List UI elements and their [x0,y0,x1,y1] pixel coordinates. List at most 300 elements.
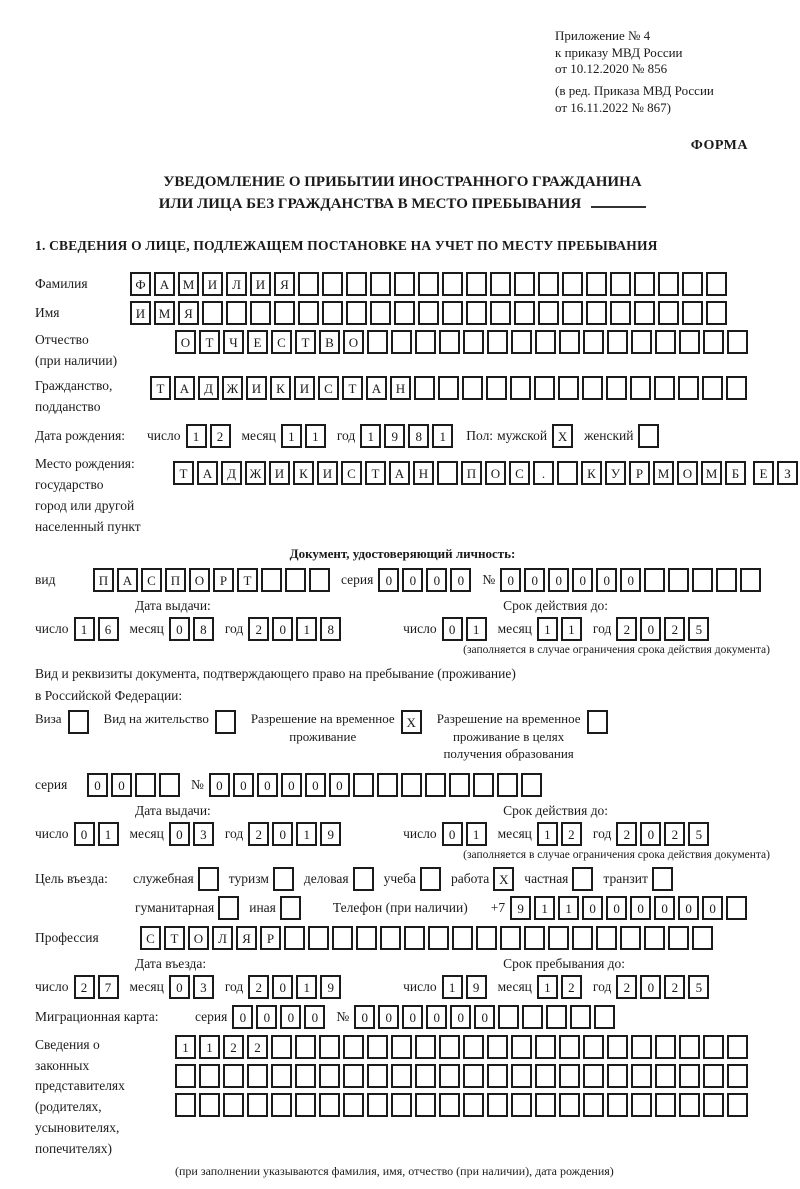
char-cell[interactable]: О [188,926,209,950]
char-cell[interactable] [522,1005,543,1029]
char-cell[interactable]: Е [247,330,268,354]
char-cell[interactable] [271,1093,292,1117]
char-cell[interactable]: 0 [620,568,641,592]
char-cell[interactable]: 8 [320,617,341,641]
char-cell[interactable]: А [366,376,387,400]
char-cell[interactable]: . [533,461,554,485]
char-cell[interactable] [634,301,655,325]
char-cell[interactable] [727,1064,748,1088]
char-cell[interactable] [606,376,627,400]
char-cell[interactable] [679,1093,700,1117]
char-cell[interactable]: 0 [640,617,661,641]
char-cell[interactable] [332,926,353,950]
char-cell[interactable] [679,330,700,354]
char-cell[interactable]: 0 [572,568,593,592]
char-cell[interactable]: А [389,461,410,485]
char-cell[interactable]: 1 [305,424,326,448]
char-cell[interactable]: 0 [678,896,699,920]
char-cell[interactable] [223,1093,244,1117]
char-cell[interactable] [703,1093,724,1117]
char-cell[interactable] [380,926,401,950]
char-cell[interactable] [562,301,583,325]
char-cell[interactable]: 0 [402,568,423,592]
char-cell[interactable] [631,1064,652,1088]
char-cell[interactable] [462,376,483,400]
char-cell[interactable]: Т [199,330,220,354]
char-cell[interactable] [452,926,473,950]
char-cell[interactable] [280,896,301,920]
char-cell[interactable] [473,773,494,797]
char-cell[interactable]: 8 [408,424,429,448]
char-cell[interactable]: К [581,461,602,485]
char-cell[interactable]: Е [753,461,774,485]
char-cell[interactable]: 0 [169,822,190,846]
char-cell[interactable] [583,330,604,354]
char-cell[interactable] [415,1093,436,1117]
char-cell[interactable]: 2 [561,822,582,846]
char-cell[interactable]: О [175,330,196,354]
char-cell[interactable]: 1 [537,975,558,999]
char-cell[interactable] [703,1064,724,1088]
char-cell[interactable]: М [154,301,175,325]
char-cell[interactable] [559,330,580,354]
char-cell[interactable]: 3 [193,975,214,999]
char-cell[interactable] [490,301,511,325]
char-cell[interactable]: X [493,867,514,891]
char-cell[interactable]: А [117,568,138,592]
char-cell[interactable] [514,272,535,296]
char-cell[interactable] [511,1064,532,1088]
char-cell[interactable] [175,1093,196,1117]
char-cell[interactable] [538,272,559,296]
char-cell[interactable]: 1 [281,424,302,448]
char-cell[interactable] [463,1093,484,1117]
char-cell[interactable] [678,376,699,400]
char-cell[interactable] [654,376,675,400]
char-cell[interactable] [218,896,239,920]
char-cell[interactable] [135,773,156,797]
char-cell[interactable] [463,1064,484,1088]
char-cell[interactable] [367,1093,388,1117]
char-cell[interactable]: 0 [378,568,399,592]
char-cell[interactable] [391,330,412,354]
char-cell[interactable]: 1 [175,1035,196,1059]
char-cell[interactable] [295,1064,316,1088]
char-cell[interactable] [607,1093,628,1117]
char-cell[interactable]: 9 [510,896,531,920]
char-cell[interactable] [668,568,689,592]
char-cell[interactable] [630,376,651,400]
char-cell[interactable]: X [552,424,573,448]
char-cell[interactable]: 0 [548,568,569,592]
char-cell[interactable]: 2 [616,617,637,641]
char-cell[interactable] [442,301,463,325]
char-cell[interactable] [463,1035,484,1059]
char-cell[interactable] [215,710,236,734]
char-cell[interactable] [308,926,329,950]
char-cell[interactable]: Т [365,461,386,485]
char-cell[interactable] [391,1093,412,1117]
char-cell[interactable]: М [701,461,722,485]
char-cell[interactable]: О [677,461,698,485]
char-cell[interactable] [295,1093,316,1117]
char-cell[interactable] [607,1035,628,1059]
char-cell[interactable]: Ч [223,330,244,354]
char-cell[interactable]: 1 [466,822,487,846]
char-cell[interactable] [582,376,603,400]
char-cell[interactable] [298,272,319,296]
char-cell[interactable] [202,301,223,325]
char-cell[interactable] [534,376,555,400]
char-cell[interactable] [692,568,713,592]
char-cell[interactable]: Б [725,461,746,485]
char-cell[interactable]: 0 [450,1005,471,1029]
char-cell[interactable] [594,1005,615,1029]
char-cell[interactable] [415,1064,436,1088]
char-cell[interactable] [438,376,459,400]
char-cell[interactable] [346,272,367,296]
char-cell[interactable] [418,272,439,296]
char-cell[interactable] [401,773,422,797]
char-cell[interactable] [250,301,271,325]
char-cell[interactable] [449,773,470,797]
char-cell[interactable] [610,301,631,325]
char-cell[interactable] [570,1005,591,1029]
char-cell[interactable] [557,461,578,485]
char-cell[interactable]: 0 [702,896,723,920]
char-cell[interactable] [500,926,521,950]
char-cell[interactable] [596,926,617,950]
char-cell[interactable] [198,867,219,891]
char-cell[interactable]: Ж [222,376,243,400]
char-cell[interactable] [703,330,724,354]
char-cell[interactable] [655,1093,676,1117]
char-cell[interactable] [425,773,446,797]
char-cell[interactable]: О [189,568,210,592]
char-cell[interactable] [497,773,518,797]
char-cell[interactable]: И [130,301,151,325]
char-cell[interactable]: 0 [233,773,254,797]
char-cell[interactable] [583,1064,604,1088]
char-cell[interactable] [377,773,398,797]
char-cell[interactable] [391,1035,412,1059]
char-cell[interactable]: С [341,461,362,485]
char-cell[interactable] [740,568,761,592]
char-cell[interactable] [486,376,507,400]
char-cell[interactable]: 0 [582,896,603,920]
char-cell[interactable]: Т [173,461,194,485]
char-cell[interactable]: С [140,926,161,950]
char-cell[interactable]: Н [390,376,411,400]
char-cell[interactable]: 2 [248,822,269,846]
char-cell[interactable] [367,330,388,354]
char-cell[interactable]: Я [274,272,295,296]
char-cell[interactable]: 0 [305,773,326,797]
char-cell[interactable] [322,272,343,296]
char-cell[interactable] [319,1064,340,1088]
char-cell[interactable] [261,568,282,592]
char-cell[interactable] [538,301,559,325]
char-cell[interactable]: 0 [596,568,617,592]
char-cell[interactable] [414,376,435,400]
char-cell[interactable] [487,330,508,354]
char-cell[interactable] [682,272,703,296]
char-cell[interactable] [682,301,703,325]
char-cell[interactable] [439,1035,460,1059]
char-cell[interactable]: П [93,568,114,592]
char-cell[interactable]: X [401,710,422,734]
char-cell[interactable]: 5 [688,975,709,999]
char-cell[interactable] [562,272,583,296]
char-cell[interactable] [175,1064,196,1088]
char-cell[interactable]: 0 [630,896,651,920]
char-cell[interactable]: И [250,272,271,296]
char-cell[interactable]: 1 [360,424,381,448]
char-cell[interactable] [247,1093,268,1117]
char-cell[interactable] [559,1064,580,1088]
char-cell[interactable]: 0 [232,1005,253,1029]
char-cell[interactable] [679,1035,700,1059]
char-cell[interactable]: 1 [296,822,317,846]
char-cell[interactable] [702,376,723,400]
char-cell[interactable]: 0 [640,822,661,846]
char-cell[interactable]: А [174,376,195,400]
char-cell[interactable] [583,1093,604,1117]
char-cell[interactable] [356,926,377,950]
char-cell[interactable]: 1 [98,822,119,846]
char-cell[interactable]: И [317,461,338,485]
char-cell[interactable] [658,301,679,325]
char-cell[interactable]: 1 [296,975,317,999]
char-cell[interactable] [631,1093,652,1117]
char-cell[interactable]: 9 [320,975,341,999]
char-cell[interactable] [572,926,593,950]
char-cell[interactable]: 0 [272,822,293,846]
char-cell[interactable]: 2 [248,617,269,641]
char-cell[interactable] [655,330,676,354]
char-cell[interactable]: 7 [98,975,119,999]
char-cell[interactable]: 0 [169,975,190,999]
char-cell[interactable]: Р [260,926,281,950]
char-cell[interactable] [199,1064,220,1088]
char-cell[interactable] [439,1093,460,1117]
char-cell[interactable] [353,773,374,797]
char-cell[interactable] [655,1064,676,1088]
char-cell[interactable]: 2 [664,975,685,999]
char-cell[interactable] [490,272,511,296]
char-cell[interactable] [703,1035,724,1059]
char-cell[interactable]: Ф [130,272,151,296]
char-cell[interactable]: И [246,376,267,400]
char-cell[interactable]: К [293,461,314,485]
char-cell[interactable] [631,1035,652,1059]
char-cell[interactable]: 0 [426,568,447,592]
char-cell[interactable] [706,301,727,325]
char-cell[interactable]: 5 [688,617,709,641]
char-cell[interactable]: 9 [384,424,405,448]
char-cell[interactable]: Л [226,272,247,296]
char-cell[interactable] [558,376,579,400]
char-cell[interactable] [319,1093,340,1117]
char-cell[interactable]: 0 [272,975,293,999]
char-cell[interactable] [463,330,484,354]
char-cell[interactable] [692,926,713,950]
char-cell[interactable] [620,926,641,950]
char-cell[interactable] [631,330,652,354]
char-cell[interactable] [572,867,593,891]
char-cell[interactable]: 1 [199,1035,220,1059]
char-cell[interactable] [404,926,425,950]
char-cell[interactable]: 9 [466,975,487,999]
char-cell[interactable]: 8 [193,617,214,641]
char-cell[interactable] [586,272,607,296]
char-cell[interactable]: 0 [500,568,521,592]
char-cell[interactable] [726,376,747,400]
char-cell[interactable] [247,1064,268,1088]
char-cell[interactable]: 0 [272,617,293,641]
char-cell[interactable]: О [485,461,506,485]
char-cell[interactable]: П [165,568,186,592]
char-cell[interactable] [223,1064,244,1088]
char-cell[interactable]: С [318,376,339,400]
char-cell[interactable] [706,272,727,296]
char-cell[interactable] [322,301,343,325]
char-cell[interactable] [644,568,665,592]
char-cell[interactable]: Я [178,301,199,325]
char-cell[interactable]: 0 [606,896,627,920]
char-cell[interactable]: 2 [664,617,685,641]
char-cell[interactable] [271,1035,292,1059]
char-cell[interactable] [607,330,628,354]
char-cell[interactable] [511,1035,532,1059]
char-cell[interactable] [391,1064,412,1088]
char-cell[interactable] [487,1093,508,1117]
char-cell[interactable]: Д [198,376,219,400]
char-cell[interactable] [466,301,487,325]
char-cell[interactable]: Л [212,926,233,950]
char-cell[interactable]: 5 [688,822,709,846]
char-cell[interactable] [309,568,330,592]
char-cell[interactable] [535,330,556,354]
char-cell[interactable] [367,1035,388,1059]
char-cell[interactable]: 0 [329,773,350,797]
char-cell[interactable] [420,867,441,891]
char-cell[interactable] [535,1035,556,1059]
char-cell[interactable]: 0 [257,773,278,797]
char-cell[interactable]: 0 [256,1005,277,1029]
char-cell[interactable]: Р [213,568,234,592]
char-cell[interactable] [511,1093,532,1117]
char-cell[interactable]: 1 [296,617,317,641]
char-cell[interactable] [271,1064,292,1088]
char-cell[interactable] [548,926,569,950]
char-cell[interactable] [274,301,295,325]
char-cell[interactable] [727,1035,748,1059]
char-cell[interactable] [658,272,679,296]
char-cell[interactable]: 0 [474,1005,495,1029]
char-cell[interactable] [607,1064,628,1088]
char-cell[interactable]: Т [342,376,363,400]
char-cell[interactable] [498,1005,519,1029]
char-cell[interactable] [487,1035,508,1059]
char-cell[interactable]: 0 [450,568,471,592]
char-cell[interactable] [644,926,665,950]
char-cell[interactable]: С [141,568,162,592]
char-cell[interactable] [638,424,659,448]
char-cell[interactable]: 0 [426,1005,447,1029]
char-cell[interactable]: 0 [304,1005,325,1029]
char-cell[interactable]: 2 [664,822,685,846]
char-cell[interactable] [716,568,737,592]
char-cell[interactable]: Я [236,926,257,950]
char-cell[interactable] [394,272,415,296]
char-cell[interactable]: 0 [442,822,463,846]
char-cell[interactable]: 1 [74,617,95,641]
char-cell[interactable]: 0 [654,896,675,920]
char-cell[interactable]: 1 [442,975,463,999]
char-cell[interactable] [437,461,458,485]
char-cell[interactable]: П [461,461,482,485]
char-cell[interactable]: 0 [442,617,463,641]
char-cell[interactable] [546,1005,567,1029]
char-cell[interactable]: 0 [74,822,95,846]
char-cell[interactable]: И [294,376,315,400]
char-cell[interactable] [586,301,607,325]
char-cell[interactable] [394,301,415,325]
char-cell[interactable]: 9 [320,822,341,846]
char-cell[interactable] [343,1064,364,1088]
char-cell[interactable]: Н [413,461,434,485]
char-cell[interactable]: Ж [245,461,266,485]
char-cell[interactable] [559,1035,580,1059]
char-cell[interactable] [226,301,247,325]
char-cell[interactable]: 2 [616,975,637,999]
char-cell[interactable]: 2 [616,822,637,846]
char-cell[interactable]: 3 [193,822,214,846]
char-cell[interactable]: 0 [87,773,108,797]
char-cell[interactable] [428,926,449,950]
char-cell[interactable] [439,1064,460,1088]
char-cell[interactable]: 1 [537,822,558,846]
char-cell[interactable]: 1 [561,617,582,641]
char-cell[interactable]: Т [164,926,185,950]
char-cell[interactable] [559,1093,580,1117]
char-cell[interactable]: М [653,461,674,485]
char-cell[interactable]: 1 [558,896,579,920]
char-cell[interactable] [535,1093,556,1117]
char-cell[interactable] [68,710,89,734]
char-cell[interactable] [159,773,180,797]
char-cell[interactable] [370,301,391,325]
char-cell[interactable]: 0 [378,1005,399,1029]
char-cell[interactable] [273,867,294,891]
char-cell[interactable]: С [509,461,530,485]
char-cell[interactable]: 1 [466,617,487,641]
char-cell[interactable] [367,1064,388,1088]
char-cell[interactable]: 1 [534,896,555,920]
char-cell[interactable]: З [777,461,798,485]
char-cell[interactable]: Д [221,461,242,485]
char-cell[interactable]: 2 [247,1035,268,1059]
char-cell[interactable] [442,272,463,296]
char-cell[interactable]: 2 [210,424,231,448]
char-cell[interactable] [353,867,374,891]
char-cell[interactable] [285,568,306,592]
char-cell[interactable] [727,330,748,354]
char-cell[interactable]: 2 [248,975,269,999]
char-cell[interactable]: Т [295,330,316,354]
char-cell[interactable] [514,301,535,325]
